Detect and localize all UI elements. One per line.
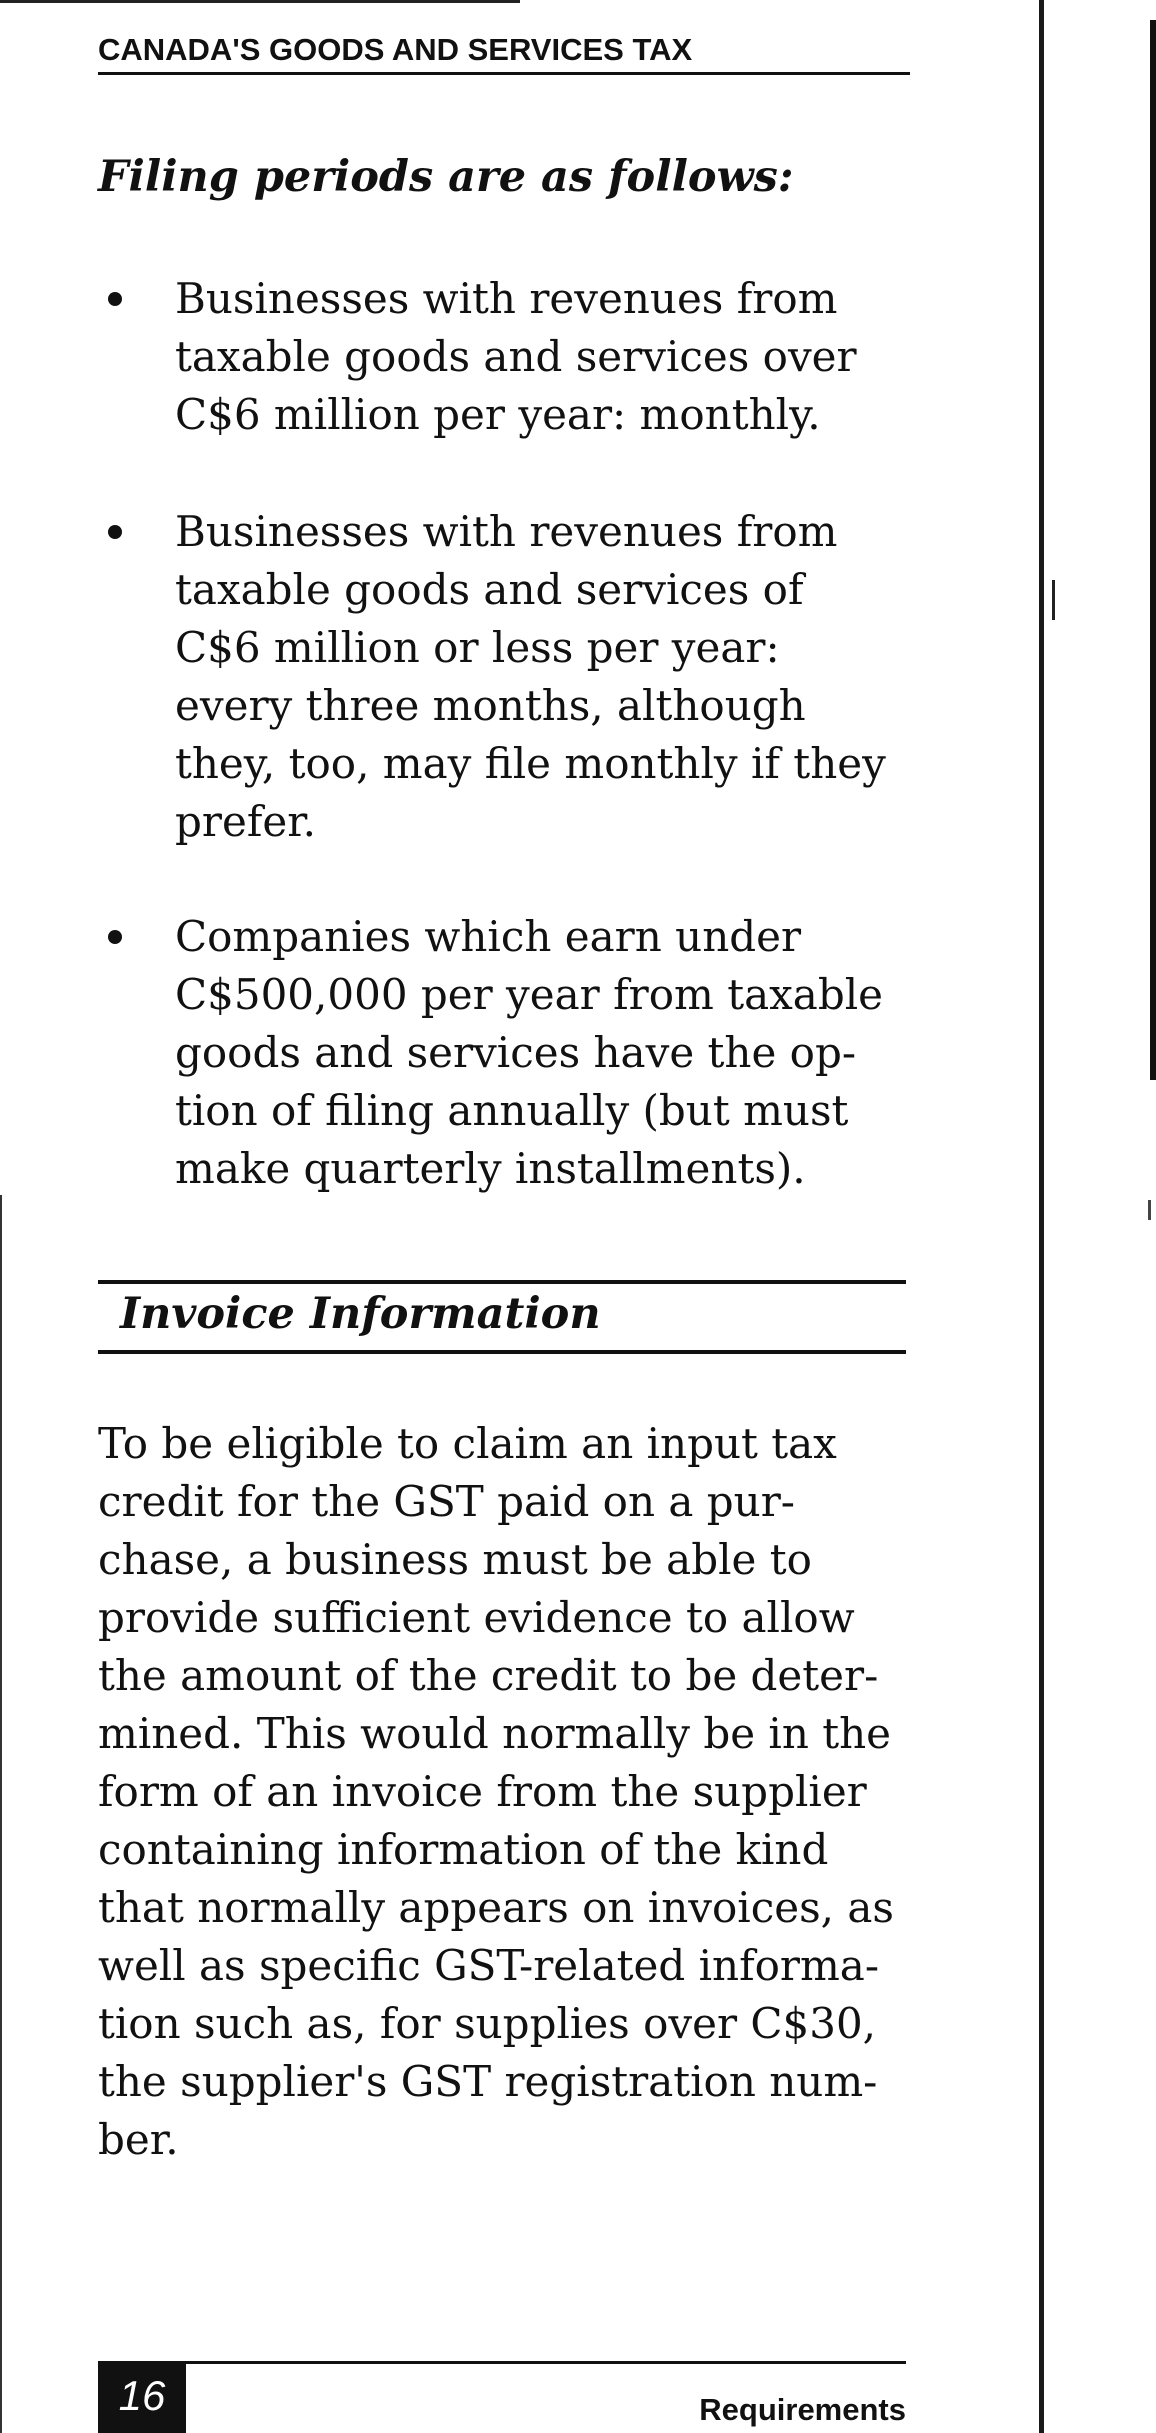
paragraph-line: mined. This would normally be in the (98, 1709, 892, 1758)
bullet-line: C$6 million per year: monthly. (175, 390, 821, 439)
bullet-line: taxable goods and services over (175, 332, 857, 381)
section-rule-top (98, 1280, 906, 1284)
paragraph-line: the supplier's GST registration num- (98, 2057, 878, 2106)
page-right-border (1039, 0, 1044, 2433)
bullet-line: C$6 million or less per year: (175, 623, 780, 672)
bullet-icon (108, 292, 122, 306)
bullet-line: Businesses with revenues from (175, 274, 838, 323)
bullet-text (175, 270, 955, 444)
scan-speck (1148, 1200, 1151, 1220)
paragraph-line: containing information of the kind (98, 1825, 829, 1874)
invoice-paragraph (98, 1415, 918, 2169)
intro-heading: Filing periods are as follows: (98, 152, 794, 202)
footer-section-label: Requirements (699, 2392, 906, 2427)
scan-speck (1052, 580, 1055, 620)
paragraph-line: To be eligible to claim an input tax (98, 1419, 837, 1468)
paragraph-line: provide sufficient evidence to allow (98, 1593, 855, 1642)
bullet-line: tion of filing annually (but must (175, 1086, 849, 1135)
page-number-box (98, 2364, 186, 2433)
scan-right-edge (1150, 20, 1156, 1080)
scan-top-edge (0, 0, 520, 3)
bullet-line: make quarterly installments). (175, 1144, 806, 1193)
bullet-icon (108, 930, 122, 944)
running-header: CANADA'S GOODS AND SERVICES TAX (98, 32, 693, 67)
page-number: 16 (118, 2372, 166, 2419)
header-rule (98, 72, 910, 75)
bullet-line: every three months, although (175, 681, 806, 730)
footer-rule (98, 2361, 906, 2364)
bullet-line: goods and services have the op- (175, 1028, 857, 1077)
bullet-line: taxable goods and services of (175, 565, 804, 614)
bullet-icon (108, 525, 122, 539)
paragraph-line: well as specific GST-related informa- (98, 1941, 880, 1990)
bullet-text (175, 908, 955, 1198)
bullet-line: they, too, may file monthly if they (175, 739, 886, 788)
bullet-line: C$500,000 per year from taxable (175, 970, 884, 1019)
section-rule-bottom (98, 1350, 906, 1354)
paragraph-line: form of an invoice from the supplier (98, 1767, 867, 1816)
paragraph-line: credit for the GST paid on a pur- (98, 1477, 795, 1526)
paragraph-line: chase, a business must be able to (98, 1535, 812, 1584)
bullet-line: Companies which earn under (175, 912, 802, 961)
paragraph-line: that normally appears on invoices, as (98, 1883, 894, 1932)
bullet-line: Businesses with revenues from (175, 507, 838, 556)
paragraph-line: ber. (98, 2115, 179, 2164)
scan-left-edge (0, 1195, 2, 2433)
paragraph-line: the amount of the credit to be deter- (98, 1651, 879, 1700)
bullet-text (175, 503, 955, 851)
paragraph-line: tion such as, for supplies over C$30, (98, 1999, 877, 2048)
bullet-line: prefer. (175, 797, 317, 846)
section-heading: Invoice Information (120, 1289, 601, 1339)
